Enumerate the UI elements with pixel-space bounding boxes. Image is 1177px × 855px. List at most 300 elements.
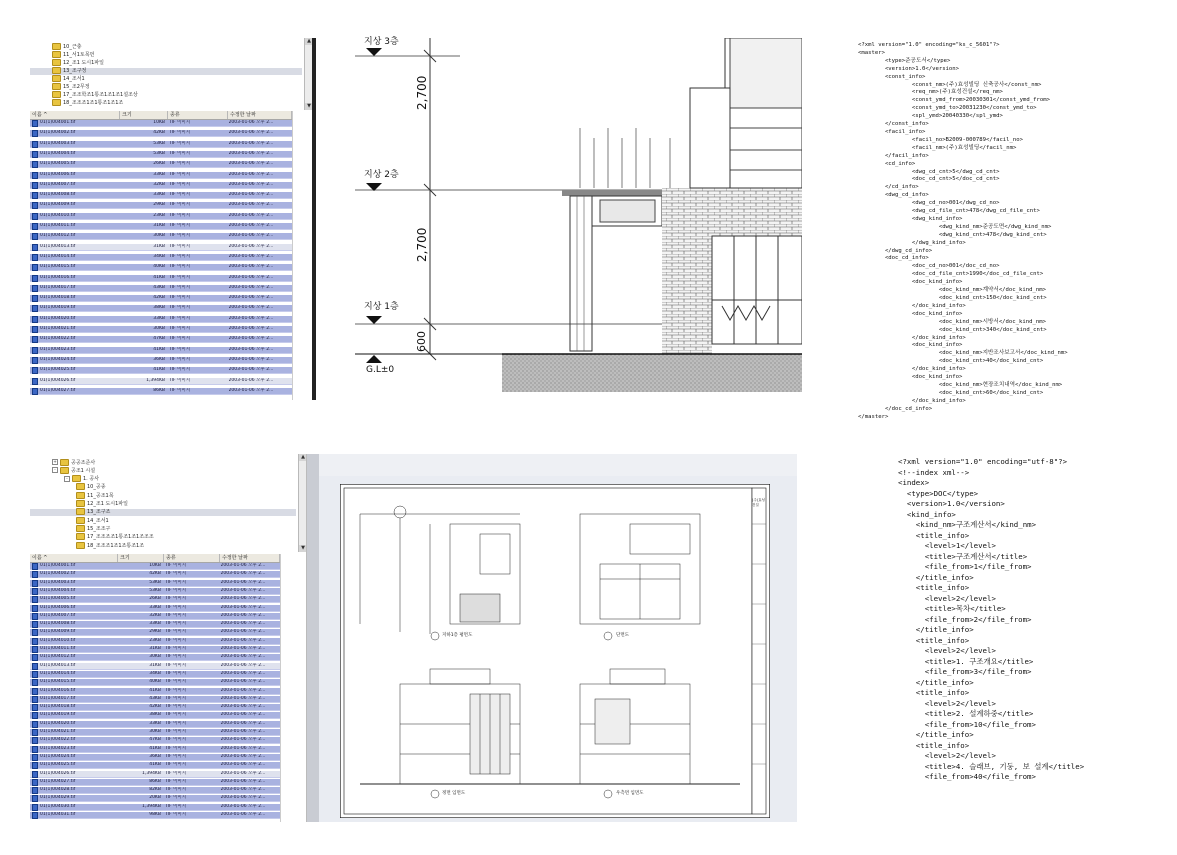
file-row[interactable] — [30, 316, 292, 323]
file-name: 01(1)004022.tif — [40, 737, 76, 743]
file-row[interactable] — [30, 213, 292, 220]
file-size: 42KB — [149, 704, 161, 710]
column-header[interactable]: 이름 ^ — [30, 554, 118, 562]
file-date: 2003-01-06 오후 2... — [228, 367, 274, 373]
tif-file-icon — [32, 347, 38, 354]
file-size: 47KB — [149, 737, 161, 743]
file-date: 2003-01-06 오후 2... — [228, 377, 274, 383]
file-type: TIF 이미지 — [164, 637, 187, 643]
sheet-title-elev-a: 정면 입면도 — [442, 791, 466, 796]
file-size: 86KB — [149, 778, 161, 784]
file-size: 53KB — [153, 150, 165, 156]
file-type: TIF 이미지 — [168, 140, 191, 146]
file-name: 01(1)004013.tif — [40, 243, 76, 249]
file-row[interactable] — [30, 347, 292, 354]
tree-folder-label: 14_조서1 — [87, 517, 109, 524]
file-size: 42KB — [149, 571, 161, 577]
tree-folder-label: 13_조구조 — [87, 509, 111, 516]
file-row[interactable] — [30, 285, 292, 292]
folder-icon — [76, 492, 85, 499]
file-row[interactable] — [30, 671, 280, 678]
tif-file-icon — [32, 721, 38, 728]
file-name: 01(1)004024.tif — [40, 356, 76, 362]
column-header[interactable]: 크기 — [118, 554, 164, 562]
file-date: 2003-01-06 오후 2... — [228, 212, 274, 218]
file-size: 38KB — [149, 712, 161, 718]
file-row[interactable] — [30, 141, 292, 148]
tif-file-icon — [32, 182, 38, 189]
tree-folder-item[interactable] — [52, 74, 85, 82]
file-date: 2003-01-06 오후 2... — [228, 274, 274, 280]
file-date: 2003-01-06 오후 2... — [228, 130, 274, 136]
file-name: 01(1)004014.tif — [40, 670, 76, 676]
tif-file-icon — [32, 671, 38, 678]
file-date: 2003-01-06 오후 2... — [220, 770, 266, 776]
file-row[interactable] — [30, 596, 280, 603]
file-row[interactable] — [30, 729, 280, 736]
file-name: 01(1)004021.tif — [40, 326, 76, 331]
file-type: TIF 이미지 — [164, 753, 187, 759]
file-date: 2003-01-06 오후 2... — [228, 284, 274, 290]
file-row[interactable] — [30, 646, 280, 653]
explorer-window-bottom — [30, 454, 306, 822]
tree-folder-item[interactable] — [76, 524, 110, 532]
folder-icon — [76, 517, 85, 524]
file-size: 31KB — [153, 223, 165, 228]
dimension-lower: 600 — [415, 331, 428, 352]
tif-file-icon — [32, 233, 38, 240]
tif-file-icon — [32, 605, 38, 612]
file-date: 2003-01-06 오후 2... — [220, 704, 266, 710]
file-name: 01(1)004009.tif — [40, 202, 76, 208]
tif-file-icon — [32, 621, 38, 628]
file-date: 2003-01-06 오후 2... — [220, 712, 266, 718]
file-date: 2003-01-06 오후 2... — [220, 629, 266, 635]
folder-icon — [52, 91, 61, 98]
file-size: 33KB — [153, 315, 165, 321]
tif-file-icon — [32, 264, 38, 271]
file-row[interactable] — [30, 629, 280, 636]
file-row[interactable] — [30, 754, 280, 761]
xml-line: <title>2. 설계하중</title> — [898, 709, 1034, 718]
xml-line: <doc_kind_info> — [858, 374, 963, 381]
file-row[interactable] — [30, 787, 280, 794]
folder-icon — [76, 483, 85, 490]
file-row[interactable] — [30, 202, 292, 209]
expand-toggle-icon[interactable]: - — [52, 467, 58, 473]
file-type: TIF 이미지 — [164, 654, 187, 660]
xml-line: <doc_kind_cnt>40</doc_kind_cnt> — [858, 358, 1044, 365]
pane-divider-top — [312, 38, 316, 400]
file-date: 2003-01-06 오후 2... — [220, 646, 266, 651]
tree-folder-label: 17_조조학조1통조1조1조1설조상 — [63, 91, 138, 98]
level-label-1f: 지상 1층 — [364, 302, 399, 312]
file-date: 2003-01-06 오후 2... — [220, 745, 266, 751]
file-list-bottom — [30, 563, 280, 822]
file-row[interactable] — [30, 161, 292, 168]
file-name: 01(1)004004.tif — [40, 587, 76, 593]
tree-folder-item[interactable] — [52, 90, 138, 98]
file-name: 01(1)004019.tif — [40, 305, 76, 311]
file-row[interactable] — [30, 663, 280, 670]
file-row[interactable] — [30, 378, 292, 385]
tree-folder-item[interactable] — [76, 533, 154, 541]
tree-scrollbar-top[interactable] — [304, 38, 312, 110]
tree-folder-label: 15_조조구 — [87, 525, 111, 532]
file-size: 41KB — [149, 762, 161, 768]
xml-line: <doc_kind_nm>현장조치내역</doc_kind_nm> — [858, 381, 1063, 388]
file-type: TIF 이미지 — [164, 737, 187, 743]
file-row[interactable] — [30, 563, 280, 570]
tif-file-icon — [32, 254, 38, 261]
file-row[interactable] — [30, 795, 280, 802]
file-size: 43KB — [149, 695, 161, 701]
file-size: 98KB — [149, 812, 161, 817]
file-row[interactable] — [30, 120, 292, 127]
xml-line: <master> — [858, 49, 885, 56]
file-date: 2003-01-06 오후 2... — [228, 120, 274, 125]
file-type: TIF 이미지 — [164, 695, 187, 701]
file-row[interactable] — [30, 336, 292, 343]
viewer-left-strip — [307, 454, 319, 822]
folder-icon — [52, 67, 61, 74]
tif-file-icon — [32, 326, 38, 333]
file-row[interactable] — [30, 192, 292, 199]
file-name: 01(1)004007.tif — [40, 612, 76, 618]
column-header[interactable]: 수정한 날짜 — [228, 111, 292, 119]
file-name: 01(1)004024.tif — [40, 753, 76, 759]
file-type: TIF 이미지 — [168, 387, 191, 393]
file-name: 01(1)004011.tif — [40, 646, 76, 651]
file-name: 01(1)004011.tif — [40, 223, 76, 228]
file-list-scrollbar-top[interactable] — [292, 111, 312, 400]
file-type: TIF 이미지 — [164, 662, 187, 668]
file-name: 01(1)004028.tif — [40, 787, 76, 793]
file-row[interactable] — [30, 737, 280, 744]
xml-line: <version>1.0</version> — [858, 65, 960, 72]
file-size: 30KB — [149, 729, 161, 734]
file-row[interactable] — [30, 779, 280, 786]
xml-line: <title_info> — [898, 740, 970, 750]
file-name: 01(1)004013.tif — [40, 662, 76, 668]
file-size: 42KB — [153, 130, 165, 136]
file-list-scrollbar-bottom[interactable] — [280, 554, 306, 822]
tree-folder-item[interactable] — [76, 483, 106, 491]
file-row[interactable] — [30, 771, 280, 778]
column-header[interactable]: 이름 ^ — [30, 111, 120, 119]
tif-file-icon — [32, 388, 38, 395]
xml-line: <doc_cd_file_cnt>1990</doc_cd_file_cnt> — [858, 271, 1044, 278]
folder-icon — [60, 467, 69, 474]
xml-line: </title_info> — [898, 572, 974, 582]
file-name: 01(1)004008.tif — [40, 192, 76, 198]
file-row[interactable] — [30, 721, 280, 728]
tree-folder-item[interactable] — [52, 82, 90, 90]
file-size: 31KB — [149, 662, 161, 668]
file-row[interactable] — [30, 264, 292, 271]
xml-line: <title_info> — [898, 583, 970, 592]
file-date: 2003-01-06 오후 2... — [220, 695, 266, 701]
file-size: 43KB — [153, 284, 165, 290]
tif-file-icon — [32, 795, 38, 802]
xml-line: <title_info> — [898, 688, 970, 697]
file-date: 2003-01-06 오후 2... — [228, 140, 274, 146]
tree-folder-item[interactable] — [76, 516, 109, 524]
file-row[interactable] — [30, 151, 292, 158]
file-row[interactable] — [30, 223, 292, 230]
viewer-top-strip — [319, 454, 797, 476]
file-row[interactable] — [30, 233, 292, 240]
column-header[interactable]: 종류 — [164, 554, 220, 562]
file-date: 2003-01-06 오후 2... — [228, 305, 274, 311]
xml-line: <title_info> — [898, 530, 970, 540]
scroll-down-icon[interactable]: ▼ — [305, 103, 312, 110]
tif-file-icon — [32, 367, 38, 374]
file-row[interactable] — [30, 605, 280, 612]
file-size: 26KB — [153, 161, 165, 167]
xml-line: <level>2</level> — [898, 698, 996, 708]
tif-file-icon — [32, 357, 38, 364]
file-row[interactable] — [30, 746, 280, 753]
file-size: 1,394KB — [146, 377, 165, 383]
file-row[interactable] — [30, 704, 280, 711]
file-date: 2003-01-06 오후 2... — [220, 563, 266, 568]
file-size: 29KB — [149, 629, 161, 635]
xml-line: <dwg_cd_no>001</dwg_cd_no> — [858, 200, 1000, 207]
file-size: 47KB — [153, 336, 165, 342]
file-name: 01(1)004001.tif — [40, 120, 76, 125]
xml-line: <title_info> — [898, 635, 970, 645]
file-date: 2003-01-06 오후 2... — [228, 181, 274, 187]
tif-file-icon — [32, 172, 38, 179]
level-label-3f: 지상 3층 — [364, 37, 399, 47]
xml-line: </cd_info> — [858, 184, 919, 191]
tif-file-icon — [32, 141, 38, 148]
file-size: 30KB — [153, 326, 165, 331]
tif-file-icon — [32, 295, 38, 302]
tree-folder-item[interactable] — [52, 458, 95, 466]
file-row[interactable] — [30, 804, 280, 811]
tree-folder-item[interactable] — [76, 508, 110, 516]
file-size: 34KB — [153, 253, 165, 259]
file-date: 2003-01-06 오후 2... — [228, 295, 274, 301]
file-name: 01(1)004025.tif — [40, 762, 76, 768]
file-type: TIF 이미지 — [164, 720, 187, 726]
xml-line: </facil_info> — [858, 152, 929, 159]
file-name: 01(1)004027.tif — [40, 778, 76, 784]
file-name: 01(1)004012.tif — [40, 654, 76, 660]
file-row[interactable] — [30, 588, 280, 595]
tree-scrollbar-bottom[interactable] — [298, 454, 306, 552]
xml-line: <doc_kind_nm>시방서</doc_kind_nm> — [858, 318, 1046, 325]
file-type: TIF 이미지 — [164, 579, 187, 585]
file-row[interactable] — [30, 367, 292, 374]
file-size: 36KB — [149, 753, 161, 759]
xml-line: </doc_cd_info> — [858, 405, 933, 412]
file-name: 01(1)004009.tif — [40, 629, 76, 635]
file-row[interactable] — [30, 571, 280, 578]
file-size: 26KB — [149, 596, 161, 602]
file-row[interactable] — [30, 638, 280, 645]
file-type: TIF 이미지 — [168, 336, 191, 342]
file-row[interactable] — [30, 388, 292, 395]
tree-folder-label: 17_조조조조1통조1조1조조조 — [87, 534, 154, 541]
tif-file-icon — [32, 638, 38, 645]
tif-file-icon — [32, 285, 38, 292]
file-name: 01(1)004002.tif — [40, 571, 76, 577]
file-type: TIF 이미지 — [168, 171, 191, 177]
file-type: TIF 이미지 — [164, 621, 187, 627]
file-name: 01(1)004014.tif — [40, 253, 76, 259]
file-date: 2003-01-06 오후 2... — [228, 223, 274, 228]
file-date: 2003-01-06 오후 2... — [228, 326, 274, 331]
file-size: 30KB — [149, 654, 161, 660]
column-header[interactable]: 종류 — [168, 111, 228, 119]
tif-file-icon — [32, 729, 38, 736]
tree-folder-label: 18_조조조1조1통조1조1조 — [63, 99, 124, 106]
column-header[interactable]: 수정한 날짜 — [220, 554, 280, 562]
file-type: TIF 이미지 — [164, 646, 187, 651]
file-size: 40KB — [149, 679, 161, 685]
file-type: TIF 이미지 — [164, 571, 187, 577]
file-row[interactable] — [30, 357, 292, 364]
file-row[interactable] — [30, 696, 280, 703]
file-date: 2003-01-06 오후 2... — [220, 737, 266, 743]
expand-toggle-icon[interactable]: - — [64, 476, 70, 482]
tree-folder-item[interactable] — [76, 500, 128, 508]
tree-folder-item[interactable] — [52, 98, 123, 106]
file-date: 2003-01-06 오후 2... — [228, 192, 274, 198]
file-type: TIF 이미지 — [168, 295, 191, 301]
file-type: TIF 이미지 — [168, 253, 191, 259]
file-name: 01(1)004003.tif — [40, 579, 76, 585]
file-row[interactable] — [30, 275, 292, 282]
file-row[interactable] — [30, 182, 292, 189]
xml-line: <type>DOC</type> — [898, 488, 979, 498]
xml-line: <doc_kind_info> — [858, 310, 963, 317]
drawing-sheet[interactable] — [340, 484, 770, 818]
file-type: TIF 이미지 — [164, 629, 187, 635]
file-name: 01(1)004008.tif — [40, 621, 76, 627]
tree-folder-item[interactable] — [52, 50, 94, 58]
file-row[interactable] — [30, 295, 292, 302]
file-type: TIF 이미지 — [168, 212, 191, 218]
xml-line: <const_ymd_from>20030301</const_ymd_from> — [858, 97, 1050, 104]
tree-folder-item[interactable] — [52, 42, 82, 50]
expand-toggle-icon[interactable]: + — [53, 459, 57, 464]
xml-line: <const_nm>(주)효성빌딩 신축공사</const_nm> — [858, 81, 1042, 88]
scroll-up-icon[interactable]: ▲ — [305, 38, 312, 45]
tree-folder-item[interactable] — [76, 491, 114, 499]
file-row[interactable] — [30, 621, 280, 628]
file-name: 01(1)004016.tif — [40, 687, 76, 693]
file-row[interactable] — [30, 654, 280, 661]
xml-line: <!--index xml--> — [898, 467, 970, 477]
folder-icon — [52, 75, 61, 82]
tree-folder-label: 공조1 시설 — [71, 467, 96, 474]
tree-folder-item[interactable] — [76, 541, 144, 549]
file-type: TIF 이미지 — [164, 687, 187, 693]
tif-file-icon — [32, 336, 38, 343]
tif-file-icon — [32, 378, 38, 385]
xml-line: <index> — [898, 478, 930, 487]
file-size: 86KB — [153, 387, 165, 393]
column-header[interactable]: 크기 — [120, 111, 168, 119]
tree-folder-item[interactable] — [52, 58, 104, 66]
xml-line: <dwg_kind_cnt>478</dwg_kind_cnt> — [858, 231, 1047, 238]
folder-icon — [76, 533, 85, 540]
xml-line: </doc_kind_info> — [858, 334, 966, 341]
section-drawing — [330, 38, 802, 394]
folder-icon — [72, 475, 81, 482]
xml-line: </dwg_cd_info> — [858, 247, 933, 254]
file-type: TIF 이미지 — [168, 356, 191, 362]
file-type: TIF 이미지 — [168, 120, 191, 125]
file-row[interactable] — [30, 305, 292, 312]
file-row[interactable] — [30, 130, 292, 137]
file-row[interactable] — [30, 812, 280, 819]
file-date: 2003-01-06 오후 2... — [220, 687, 266, 693]
file-type: TIF 이미지 — [164, 563, 187, 568]
tree-folder-item[interactable] — [52, 466, 95, 474]
level-label-2f: 지상 2층 — [364, 170, 399, 180]
file-type: TIF 이미지 — [164, 679, 187, 685]
file-row[interactable] — [30, 762, 280, 769]
folder-tree-bottom — [30, 454, 296, 552]
tif-file-icon — [32, 746, 38, 753]
xml-line: <kind_nm>구조계산서</kind_nm> — [898, 520, 1037, 529]
tif-file-icon — [32, 771, 38, 778]
file-row[interactable] — [30, 679, 280, 686]
xml-line: <doc_cd_info> — [858, 255, 929, 262]
tif-file-icon — [32, 275, 38, 282]
file-row[interactable] — [30, 244, 292, 251]
file-row[interactable] — [30, 172, 292, 179]
tif-file-icon — [32, 120, 38, 127]
file-type: TIF 이미지 — [168, 223, 191, 228]
scroll-up-icon[interactable]: ▲ — [299, 454, 306, 461]
file-row[interactable] — [30, 580, 280, 587]
file-size: 53KB — [149, 579, 161, 585]
xml-line: </title_info> — [898, 625, 974, 634]
xml-line: <doc_kind_cnt>150</doc_kind_cnt> — [858, 295, 1047, 301]
scroll-down-icon[interactable]: ▼ — [299, 545, 306, 552]
file-name: 01(1)004031.tif — [40, 812, 76, 817]
file-size: 33KB — [149, 621, 161, 627]
tree-folder-item[interactable] — [52, 66, 86, 74]
file-date: 2003-01-06 오후 2... — [228, 161, 274, 167]
file-date: 2003-01-06 오후 2... — [228, 202, 274, 208]
file-size: 1,394KB — [142, 803, 161, 809]
file-size: 40KB — [153, 264, 165, 270]
file-row[interactable] — [30, 613, 280, 620]
xml-line: <kind_info> — [898, 509, 956, 519]
tif-file-icon — [32, 762, 38, 769]
file-name: 01(1)004021.tif — [40, 729, 76, 734]
folder-icon — [52, 59, 61, 66]
file-row[interactable] — [30, 712, 280, 719]
folder-icon — [52, 99, 61, 106]
file-row[interactable] — [30, 254, 292, 261]
file-row[interactable] — [30, 688, 280, 695]
xml-line: <file_from>40</file_from> — [898, 772, 1036, 781]
file-row[interactable] — [30, 326, 292, 333]
tree-folder-item[interactable] — [64, 475, 99, 483]
xml-line: <title>4. 슬래브, 기둥, 보 설계</title> — [898, 761, 1085, 771]
sheet-company: (주)효성건설 — [752, 498, 765, 507]
xml-line: <dwg_cd_cnt>5</dwg_cd_cnt> — [858, 168, 1000, 175]
file-type: TIF 이미지 — [168, 202, 191, 208]
